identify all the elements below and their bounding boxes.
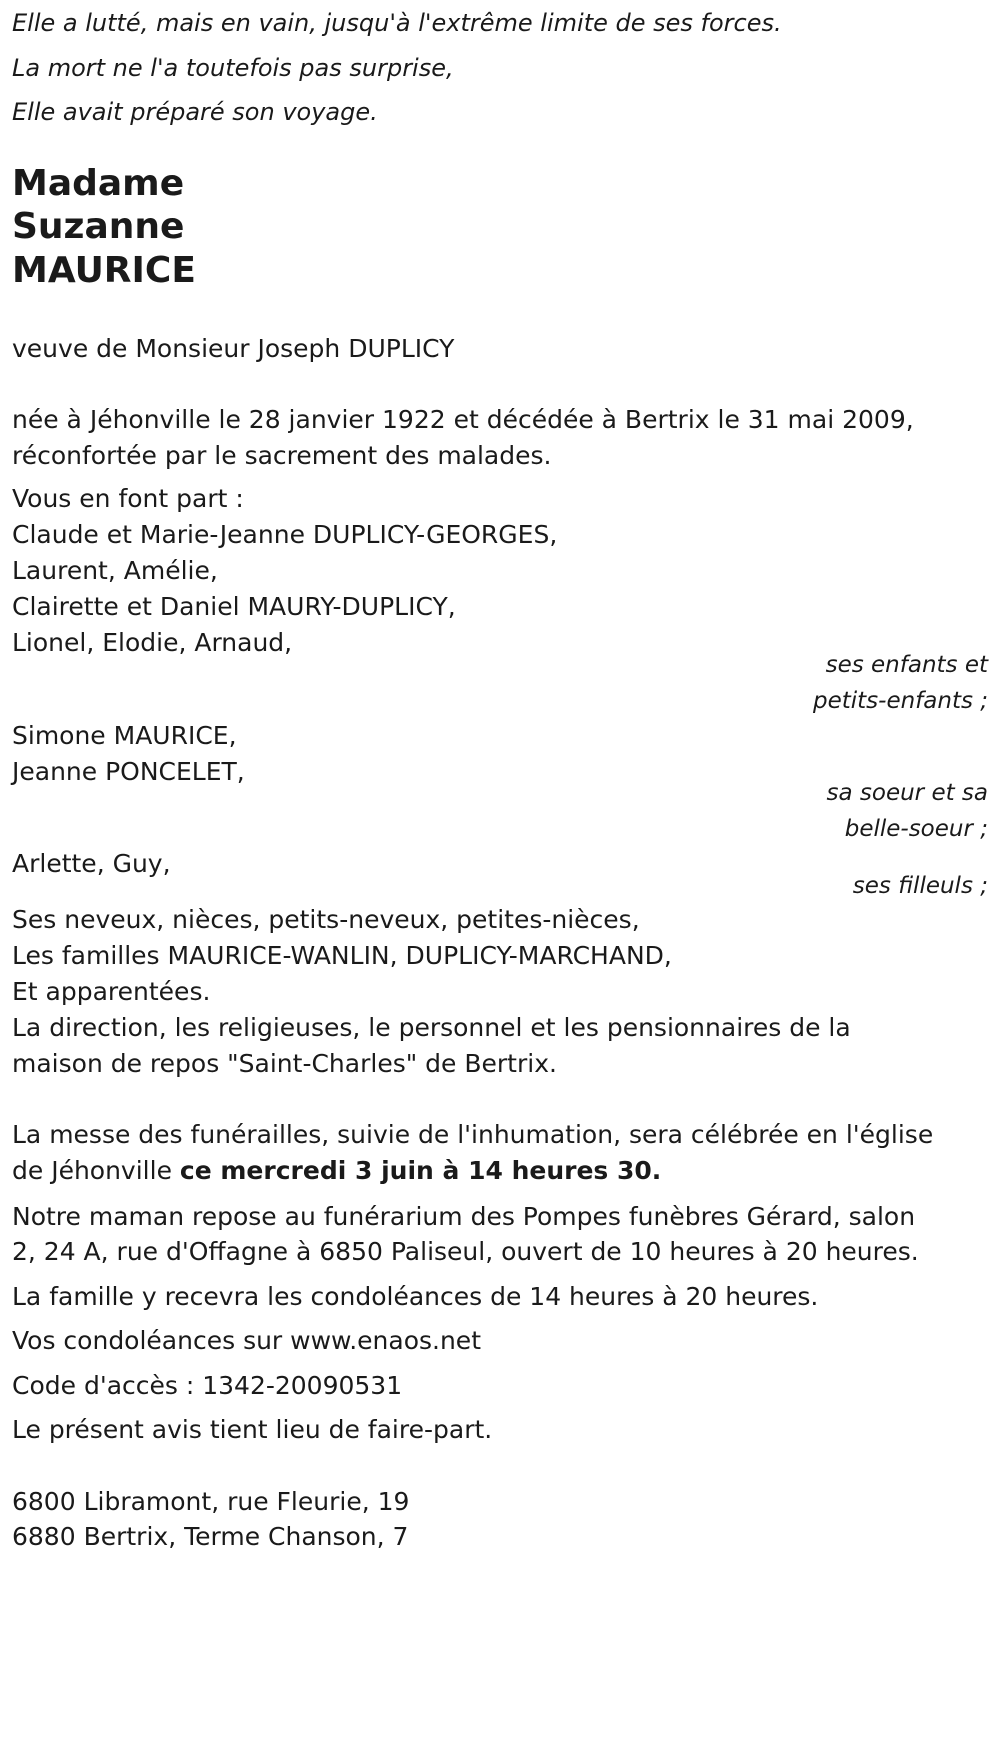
deceased-first-name: Suzanne <box>12 206 185 247</box>
relation-label: sa soeur et sa <box>826 780 988 806</box>
notice-line: Le présent avis tient lieu de faire-part. <box>12 1415 493 1444</box>
birth-death-line: née à Jéhonville le 28 janvier 1922 et décédée à Bertrix le 31 mai 2009, <box>12 405 914 434</box>
condolences-website: Vos condoléances sur www.enaos.net <box>12 1326 481 1355</box>
others-line: La direction, les religieuses, le personnel et les pensionnaires de la <box>12 1013 851 1042</box>
announcement-heading: Vous en font part : <box>12 484 244 513</box>
others-line: Et apparentées. <box>12 977 211 1006</box>
family-line: Jeanne PONCELET, <box>12 757 245 786</box>
mass-date-time: ce mercredi 3 juin à 14 heures 30. <box>179 1156 662 1185</box>
mass-line-2 <box>12 1156 661 1186</box>
family-line: Clairette et Daniel MAURY-DUPLICY, <box>12 592 456 621</box>
address-line: 6880 Bertrix, Terme Chanson, 7 <box>12 1522 409 1551</box>
deceased-last-name: MAURICE <box>12 250 196 291</box>
family-line: Laurent, Amélie, <box>12 556 218 585</box>
intro-line-3: Elle avait préparé son voyage. <box>12 98 378 126</box>
access-code: Code d'accès : 1342-20090531 <box>12 1371 403 1400</box>
relation-label: belle-soeur ; <box>844 816 988 842</box>
spouse-line: veuve de Monsieur Joseph DUPLICY <box>12 334 455 363</box>
condolences-hours: La famille y recevra les condoléances de 14 heures à 20 heures. <box>12 1282 819 1311</box>
sacrament-line: réconfortée par le sacrement des malades. <box>12 441 552 470</box>
rest-line-1: Notre maman repose au funérarium des Pompes funèbres Gérard, salon <box>12 1202 916 1231</box>
intro-line-1: Elle a lutté, mais en vain, jusqu'à l'extrême limite de ses forces. <box>12 9 782 37</box>
intro-line-2: La mort ne l'a toutefois pas surprise, <box>12 54 454 82</box>
relation-label: ses enfants et <box>825 652 988 678</box>
relation-label: petits-enfants ; <box>812 688 988 714</box>
relation-label: ses filleuls ; <box>852 873 988 899</box>
address-line: 6800 Libramont, rue Fleurie, 19 <box>12 1487 410 1516</box>
deceased-title: Madame <box>12 163 185 204</box>
mass-line-1: La messe des funérailles, suivie de l'inhumation, sera célébrée en l'église <box>12 1120 934 1149</box>
others-line: Ses neveux, nièces, petits-neveux, petites-nièces, <box>12 905 640 934</box>
mass-line-2-prefix: de Jéhonville <box>12 1156 180 1185</box>
family-line: Simone MAURICE, <box>12 721 237 750</box>
family-line: Arlette, Guy, <box>12 849 171 878</box>
others-line: maison de repos "Saint-Charles" de Bertrix. <box>12 1049 557 1078</box>
rest-line-2: 2, 24 A, rue d'Offagne à 6850 Paliseul, ouvert de 10 heures à 20 heures. <box>12 1237 919 1266</box>
others-line: Les familles MAURICE-WANLIN, DUPLICY-MARCHAND, <box>12 941 672 970</box>
family-line: Lionel, Elodie, Arnaud, <box>12 628 293 657</box>
family-line: Claude et Marie-Jeanne DUPLICY-GEORGES, <box>12 520 558 549</box>
